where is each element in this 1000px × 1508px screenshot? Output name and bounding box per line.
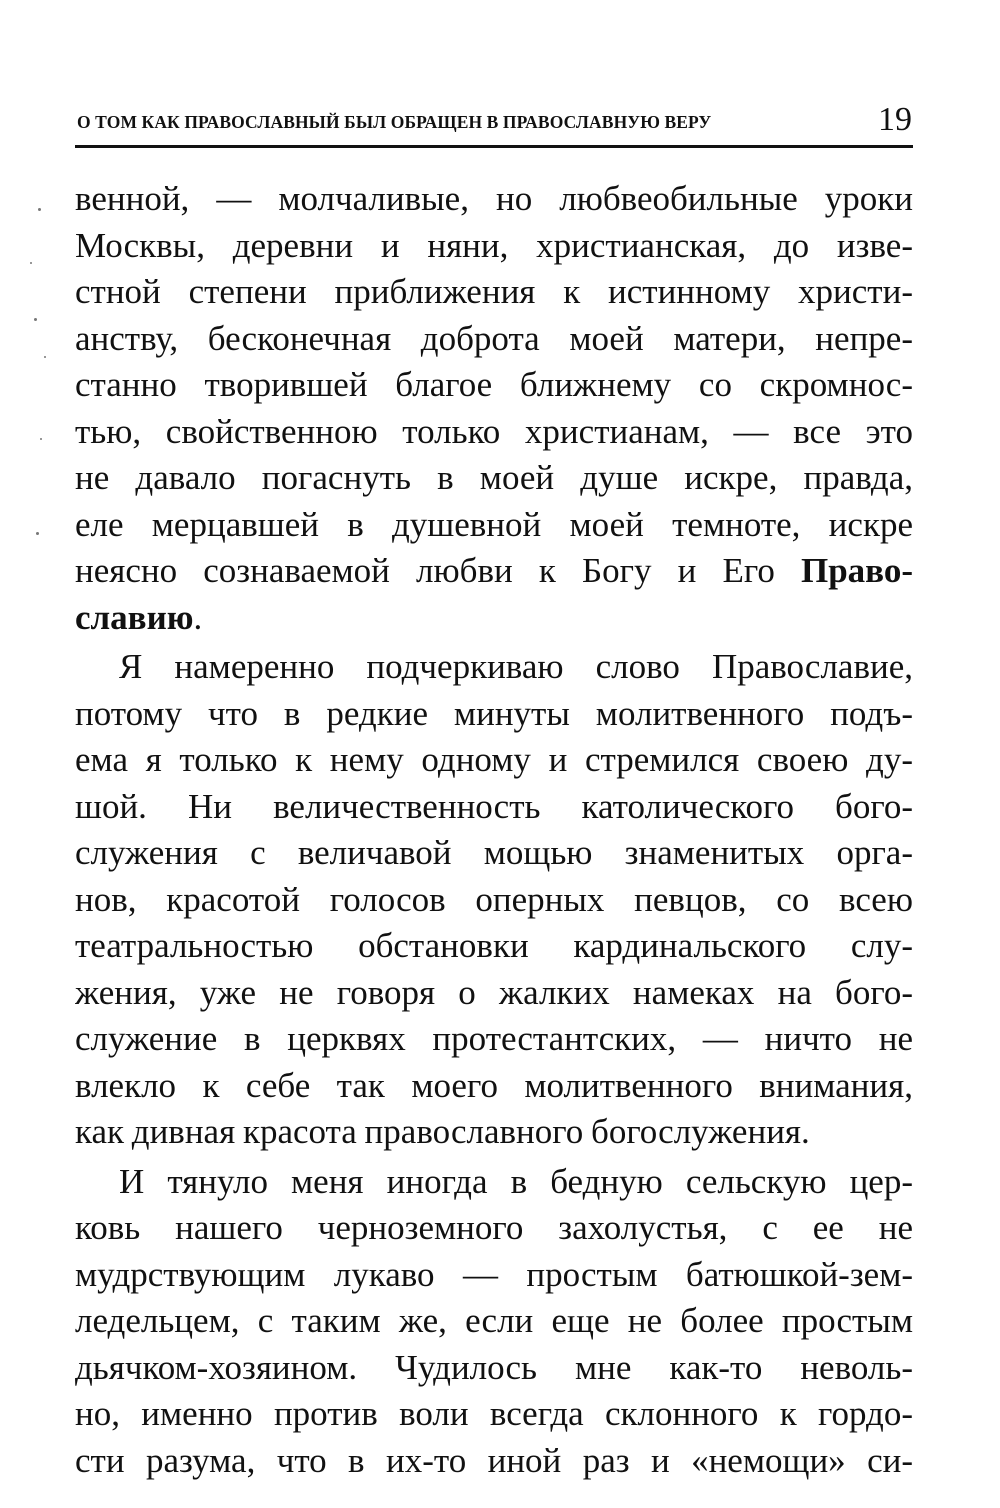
text-line: сти разума, что в их-то иной раз и «немощи» си- <box>75 1440 913 1480</box>
text-line: Я намеренно подчеркиваю слово Православие, <box>119 647 913 686</box>
scan-speck <box>38 208 41 211</box>
text-line: стной степени приближения к истинному христи- <box>75 272 913 311</box>
page-number: 19 <box>878 101 912 138</box>
text-line: как дивная красота православного богослужения. <box>75 1112 810 1151</box>
text-line: шой. Ни величественность католического бого- <box>75 786 913 826</box>
text-line: дьячком-хозяином. Чудилось мне как-то неволь- <box>75 1347 913 1387</box>
header-rule <box>75 145 913 148</box>
text-segment: неясно сознаваемой любви к Богу и Его <box>75 551 775 590</box>
scan-speck <box>40 438 42 440</box>
body-text <box>75 176 913 1484</box>
scan-speck <box>30 262 32 264</box>
text-line: ковь нашего черноземного захолустья, с ее не <box>75 1208 913 1247</box>
punctuation: . <box>193 597 203 637</box>
text-line: служения с величавой мощью знаменитых орга- <box>75 833 913 872</box>
text-line: венной, — молчаливые, но любвеобильные уроки <box>75 179 913 218</box>
text-line-with-emphasis <box>75 548 913 595</box>
running-title: О ТОМ КАК ПРАВОСЛАВНЫЙ БЫЛ ОБРАЩЕН В ПРАВОСЛАВНУЮ ВЕРУ <box>77 112 712 132</box>
text-line: И тянуло меня иногда в бедную сельскую цер- <box>119 1161 913 1201</box>
emphasized-word: Право- <box>800 551 913 590</box>
text-line: еле мерцавшей в душевной моей темноте, искре <box>75 504 913 544</box>
text-line: ледельцем, с таким же, если еще не более простым <box>75 1301 913 1340</box>
text-line: но, именно против воли всегда склонного к гордо- <box>75 1394 913 1433</box>
emphasized-word: славию <box>75 597 194 637</box>
scan-speck <box>44 356 46 358</box>
text-line: ема я только к нему одному и стремился своею ду- <box>75 740 913 779</box>
running-head <box>77 100 912 140</box>
text-line: анству, бесконечная доброта моей матери, непре- <box>75 318 913 358</box>
scan-speck <box>34 318 37 321</box>
text-line: мудрствующим лукаво — простым батюшкой-зем- <box>75 1254 913 1294</box>
text-line: жения, уже не говоря о жалких намеках на бого- <box>75 972 913 1012</box>
text-line: театральностью обстановки кардинальского слу- <box>75 926 913 965</box>
text-line: нов, красотой голосов оперных певцов, со всею <box>75 879 913 919</box>
text-line: потому что в редкие минуты молитвенного подъ- <box>75 693 913 733</box>
text-line: служение в церквях протестантских, — ничто не <box>75 1019 913 1058</box>
text-line: не давало погаснуть в моей душе искре, правда, <box>75 458 913 497</box>
scan-speck <box>36 532 39 535</box>
text-line: влекло к себе так моего молитвенного внимания, <box>75 1065 913 1105</box>
text-line: станно творившей благое ближнему со скромнос- <box>75 365 913 404</box>
text-line-with-emphasis <box>75 595 913 642</box>
text-line: Москвы, деревни и няни, христианская, до изве- <box>75 225 913 265</box>
text-line: тью, свойственною только христианам, — все это <box>75 411 913 451</box>
